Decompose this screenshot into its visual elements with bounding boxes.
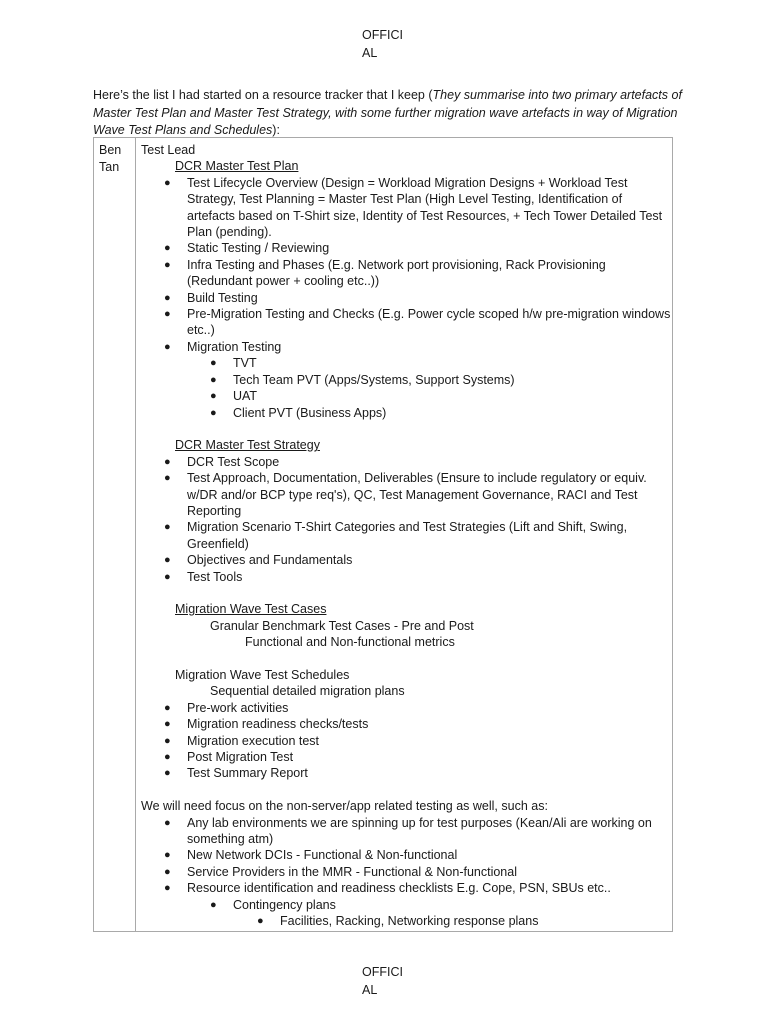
focus-list (141, 815, 671, 897)
master-test-plan-list (141, 175, 671, 355)
list-item: ● Pre-Migration Testing and Checks (E.g. Power cycle scoped h/w pre-migration windows etc..) (164, 307, 671, 338)
list-item: ● Build Testing (164, 290, 258, 305)
classification-line: OFFICI (362, 28, 403, 42)
list-item: ● Migration Scenario T-Shirt Categories and Test Strategies (Lift and Shift, Swing, Greenfield) (164, 520, 628, 551)
list-item: ● Contingency plans (210, 897, 336, 912)
list-item: ● Migration Testing (164, 339, 282, 354)
resource-table (93, 137, 673, 932)
wave-test-cases-heading: Migration Wave Test Cases (175, 602, 327, 617)
resource-first-name: Ben (99, 143, 122, 157)
classification-line: OFFICI (362, 965, 403, 979)
list-item: ● Migration readiness checks/tests (164, 717, 369, 732)
list-item: ● Tech Team PVT (Apps/Systems, Support Systems) (210, 372, 515, 387)
wave-test-schedules-heading: Migration Wave Test Schedules (175, 667, 350, 682)
classification-footer (362, 963, 422, 999)
master-test-plan-heading: DCR Master Test Plan (175, 159, 299, 174)
list-item: ● Facilities, Racking, Networking response plans (257, 914, 539, 929)
classification-line: AL (362, 46, 378, 60)
wave-test-cases-line: Functional and Non-functional metrics (245, 635, 455, 650)
wave-test-cases-line: Granular Benchmark Test Cases - Pre and Post (210, 618, 474, 633)
list-item: ● Resource identification and readiness checklists E.g. Cope, PSN, SBUs etc.. (164, 881, 611, 896)
list-item: ● Client PVT (Business Apps) (210, 405, 387, 420)
classification-header (362, 26, 422, 62)
resource-name-cell (99, 142, 133, 175)
list-item: ● Test Tools (164, 569, 243, 584)
focus-subsublist (141, 913, 671, 929)
list-item: ● Infra Testing and Phases (E.g. Network port provisioning, Rack Provisioning (Redundant power + cooling etc..)) (164, 257, 606, 289)
list-item: ● Migration execution test (164, 733, 320, 748)
list-item: ● Test Approach, Documentation, Deliverables (Ensure to include regulatory or equiv. w/DR and/or BCP type req's), QC, Test Management Governance, RACI and Test Reporting (164, 471, 647, 518)
focus-intro: We will need focus on the non-server/app related testing as well, such as: (141, 799, 548, 814)
master-test-strategy-heading: DCR Master Test Strategy (175, 438, 320, 453)
intro-text: Here’s the list I had started on a resource tracker that I keep ( (93, 88, 433, 102)
list-item: ● Test Summary Report (164, 766, 308, 781)
intro-italic: They summarise into two primary artefacts of Master Test Plan and Master Test Strategy, with some further migration wave artefacts in way of Migration Wave Test Plans and Schedules (93, 88, 682, 137)
list-item: ● Objectives and Fundamentals (164, 553, 353, 568)
list-item: ● UAT (210, 389, 258, 404)
list-item: ● New Network DCIs - Functional & Non-functional (164, 848, 458, 863)
focus-sublist (141, 897, 671, 913)
list-item: ● Any lab environments we are spinning up for test purposes (Kean/Ali are working on something atm) (164, 815, 652, 846)
intro-tail: ): (272, 123, 280, 137)
list-item: ● Test Lifecycle Overview (Design = Workload Migration Designs + Workload Test Strategy, Test Planning = Master Test Plan (High Level Testing, Identification of artefacts based on T-Shirt size, Identity of Test Resources, + Tech Tower Detailed Test Plan (pending). (164, 175, 663, 240)
intro-paragraph (93, 87, 683, 140)
role-title: Test Lead (141, 143, 196, 157)
master-test-strategy-list (141, 454, 671, 585)
list-item: ● Pre-work activities (164, 700, 289, 715)
resource-last-name: Tan (99, 159, 120, 174)
list-item: ● Static Testing / Reviewing (164, 241, 330, 256)
migration-testing-sublist (141, 355, 671, 421)
list-item: ● TVT (210, 356, 257, 371)
list-item: ● Post Migration Test (164, 749, 294, 764)
resource-details-cell (141, 142, 671, 929)
list-item: ● Service Providers in the MMR - Functional & Non-functional (164, 864, 517, 879)
classification-line: AL (362, 983, 378, 997)
wave-test-schedules-list (141, 700, 671, 782)
list-item: ● DCR Test Scope (164, 454, 280, 469)
wave-test-schedules-line: Sequential detailed migration plans (210, 684, 405, 699)
column-divider (135, 138, 136, 931)
